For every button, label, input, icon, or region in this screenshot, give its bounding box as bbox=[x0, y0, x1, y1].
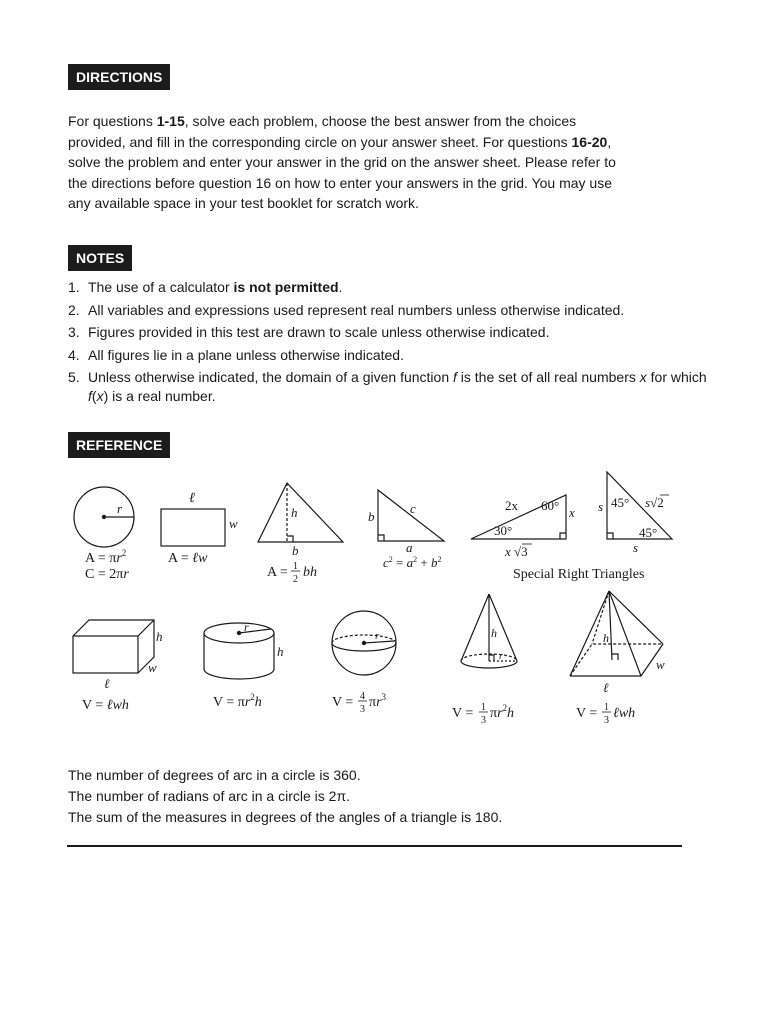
box-volume-formula: V = ℓwh bbox=[82, 698, 129, 713]
cylinder-figure bbox=[204, 623, 274, 679]
sphere-volume-formula: V = bbox=[332, 695, 354, 710]
box-front-face bbox=[73, 636, 138, 673]
reference-figures bbox=[0, 465, 768, 735]
cone-h-label: h bbox=[491, 626, 497, 640]
pyramid-h-label: h bbox=[603, 631, 609, 645]
pyramid-edge-front-right bbox=[609, 591, 641, 676]
pyramid-base-front bbox=[570, 644, 663, 676]
right-angle-mark bbox=[489, 655, 494, 661]
leg-x-root3-label: x √3 bbox=[505, 544, 528, 559]
circle-r-label: r bbox=[117, 501, 123, 516]
box-figure bbox=[73, 620, 154, 673]
triangle-h-label: h bbox=[291, 505, 298, 520]
right-triangle-c-label: c bbox=[410, 501, 416, 516]
cone-base-front bbox=[461, 661, 517, 668]
right-angle-mark bbox=[287, 536, 293, 542]
leg-s-bottom-label: s bbox=[633, 540, 639, 555]
reference-heading: REFERENCE bbox=[68, 432, 170, 458]
fact-degrees: The number of degrees of arc in a circle is 360. bbox=[68, 767, 361, 783]
directions-line-4: the directions before question 16 on how to enter your answers in the grid. You may use bbox=[68, 174, 613, 191]
pyramid-figure bbox=[570, 591, 663, 676]
fact-radians: The number of radians of arc in a circle is 2π. bbox=[68, 788, 351, 804]
pyramid-volume-var: ℓwh bbox=[613, 706, 636, 721]
box-top-edge bbox=[138, 620, 154, 636]
leg-x-label: x bbox=[569, 505, 575, 520]
pyramid-l-label: ℓ bbox=[603, 680, 609, 695]
cylinder-h-label: h bbox=[277, 644, 284, 659]
cylinder-volume-formula: $V = \pi r^2h$ bbox=[213, 692, 262, 710]
directions-line-1: For questions 1-15, solve each problem, choose the best answer from the choices bbox=[68, 113, 577, 129]
sphere-figure bbox=[332, 611, 396, 675]
triangle-shape bbox=[258, 483, 343, 542]
circle-circumference-formula: C = 2πr bbox=[85, 567, 129, 582]
rectangle-area-formula: A = ℓw bbox=[168, 551, 208, 566]
angle-45-bottom-label: 45° bbox=[639, 525, 658, 540]
triangle-frac-den: 2 bbox=[293, 574, 298, 585]
cylinder-center-dot bbox=[237, 631, 240, 634]
angle-30-label: 30° bbox=[494, 523, 513, 538]
notes-list bbox=[68, 276, 728, 406]
directions-line-2: provided, and fill in the corresponding circle on your answer sheet. For questions 16-20, bbox=[68, 133, 612, 150]
sphere-center-dot bbox=[362, 641, 365, 644]
rectangle-w-label: w bbox=[229, 516, 238, 531]
cylinder-r-label: r bbox=[244, 620, 249, 634]
pyramid-edge-back-right bbox=[609, 591, 663, 644]
hyp-2x-label: 2x bbox=[505, 498, 518, 513]
box-h-label: h bbox=[156, 629, 163, 644]
reference-facts bbox=[68, 765, 502, 828]
right-angle-mark bbox=[378, 535, 384, 541]
box-w-label: w bbox=[148, 660, 157, 675]
right-angle-mark bbox=[607, 533, 613, 539]
directions-line-5: any available space in your test booklet for scratch work. bbox=[68, 195, 419, 211]
fact-triangle-sum: The sum of the measures in degrees of the angles of a triangle is 180. bbox=[68, 809, 503, 825]
right-angle-mark bbox=[612, 654, 618, 660]
rectangle-l-label: ℓ bbox=[189, 491, 195, 506]
divider-line bbox=[67, 845, 682, 847]
sphere-frac-den: 3 bbox=[360, 704, 365, 715]
cone-r-label: r bbox=[499, 651, 503, 662]
directions-paragraph bbox=[68, 111, 688, 214]
right-angle-mark bbox=[560, 533, 566, 539]
note-item: 2. All variables and expressions used represent real numbers unless otherwise indicated. bbox=[68, 301, 625, 318]
cylinder-bottom bbox=[204, 669, 274, 679]
triangle-area-var: bh bbox=[303, 565, 317, 580]
cone-left-side bbox=[461, 594, 489, 661]
triangle-b-label: b bbox=[292, 543, 299, 558]
note-item: 4. All figures lie in a plane unless otherwise indicated. bbox=[68, 346, 404, 363]
pyramid-w-label: w bbox=[656, 657, 665, 672]
pyramid-frac-num: 1 bbox=[604, 702, 609, 713]
angle-45-top-label: 45° bbox=[611, 495, 630, 510]
box-back-edges bbox=[73, 620, 154, 673]
triangle-figure bbox=[258, 483, 343, 542]
note-item: 1. The use of a calculator is not permitted. bbox=[68, 279, 343, 295]
angle-60-label: 60° bbox=[541, 498, 560, 513]
cone-figure bbox=[461, 594, 517, 668]
circle-area-formula: $A = \pi r^2$ bbox=[85, 548, 127, 566]
note-item: 3. Figures provided in this test are drawn to scale unless otherwise indicated. bbox=[68, 324, 550, 340]
sphere-frac-num: 4 bbox=[360, 691, 365, 702]
directions-heading: DIRECTIONS bbox=[68, 64, 170, 90]
right-triangle-b-label: b bbox=[368, 509, 375, 524]
cone-frac-num: 1 bbox=[481, 702, 486, 713]
sphere-r-label: r bbox=[375, 630, 380, 642]
special-right-triangles-caption: Special Right Triangles bbox=[513, 567, 645, 582]
cone-volume-var: $\pi r^2h$ bbox=[490, 703, 515, 721]
note-item: 5. Unless otherwise indicated, the domain of a given function f is the set of all real numbers x for which f(x) is a real number. bbox=[68, 369, 707, 404]
triangle-frac-num: 1 bbox=[293, 561, 298, 572]
pyramid-volume-formula: V = bbox=[576, 706, 598, 721]
circle-center-dot bbox=[102, 515, 105, 518]
directions-line-3: solve the problem and enter your answer in the grid on the answer sheet. Please refer to bbox=[68, 154, 616, 170]
cone-volume-formula: V = bbox=[452, 706, 474, 721]
rectangle-shape bbox=[161, 509, 225, 546]
cone-frac-den: 3 bbox=[481, 715, 486, 726]
pythagorean-formula: $c^2 = a^2 + b^2$ bbox=[383, 555, 442, 570]
notes-heading: NOTES bbox=[68, 245, 132, 271]
pyramid-base-back bbox=[570, 644, 663, 676]
pyramid-height-line bbox=[609, 591, 612, 660]
leg-s-left-label: s bbox=[598, 499, 604, 514]
pyramid-frac-den: 3 bbox=[604, 715, 609, 726]
hyp-s-root2-label: s√2 bbox=[645, 495, 664, 510]
right-triangle-a-label: a bbox=[406, 540, 413, 555]
triangle-area-formula: A = bbox=[267, 565, 288, 580]
circle-figure bbox=[74, 487, 134, 547]
sphere-volume-var: $\pi r^3$ bbox=[369, 692, 387, 710]
box-l-label: ℓ bbox=[104, 676, 110, 691]
